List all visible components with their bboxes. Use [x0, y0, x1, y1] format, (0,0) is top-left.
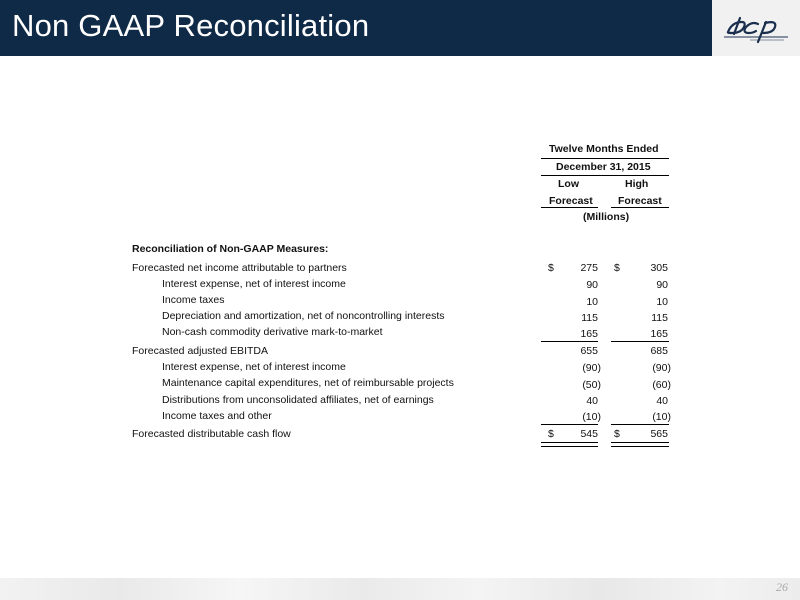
- section-title: Reconciliation of Non-GAAP Measures:: [132, 243, 329, 255]
- row-label: Income taxes and other: [162, 410, 272, 422]
- cell-high: 40: [656, 395, 668, 407]
- col-low-header-line1: Low: [558, 178, 579, 190]
- period-header-line1: Twelve Months Ended: [549, 143, 659, 155]
- slide-title: Non GAAP Reconciliation: [12, 8, 370, 43]
- row-label: Maintenance capital expenditures, net of reimbursable projects: [162, 377, 454, 389]
- cell-high: 565: [650, 428, 668, 440]
- cell-low: (90): [582, 362, 601, 374]
- subtotal-rule: [541, 424, 598, 425]
- cell-low: 40: [586, 395, 598, 407]
- header-rule: [541, 158, 669, 159]
- row-label: Interest expense, net of interest income: [162, 361, 346, 373]
- cell-low: 115: [581, 312, 598, 324]
- period-header-line2: December 31, 2015: [556, 161, 651, 173]
- row-label: Forecasted adjusted EBITDA: [132, 345, 268, 357]
- subtotal-rule: [611, 341, 669, 342]
- header-rule: [611, 207, 669, 208]
- dollar-sign: $: [614, 428, 620, 440]
- footer-band: [0, 578, 800, 600]
- cell-low: 165: [580, 328, 598, 340]
- cell-high: (10): [652, 411, 671, 423]
- cell-high: (60): [652, 379, 671, 391]
- cell-high: 10: [656, 296, 668, 308]
- row-label: Non-cash commodity derivative mark-to-market: [162, 326, 383, 338]
- cell-low: 545: [580, 428, 598, 440]
- cell-low: 90: [586, 279, 598, 291]
- subtotal-rule: [611, 424, 669, 425]
- cell-low: (50): [582, 379, 601, 391]
- col-high-header-line1: High: [625, 178, 649, 190]
- row-label: Depreciation and amortization, net of noncontrolling interests: [162, 310, 445, 322]
- cell-high: 165: [650, 328, 668, 340]
- col-high-header-line2: Forecast: [618, 195, 662, 207]
- row-label: Distributions from unconsolidated affiliates, net of earnings: [162, 394, 434, 406]
- cell-low: 10: [586, 296, 598, 308]
- row-label: Income taxes: [162, 294, 225, 306]
- cell-low: (10): [582, 411, 601, 423]
- cell-high: 305: [650, 262, 668, 274]
- dollar-sign: $: [614, 262, 620, 274]
- total-double-rule: [611, 442, 669, 447]
- subtotal-rule: [541, 341, 598, 342]
- row-label: Forecasted distributable cash flow: [132, 428, 291, 440]
- header-rule: [541, 175, 669, 176]
- row-label: Interest expense, net of interest income: [162, 278, 346, 290]
- cell-high: (90): [652, 362, 671, 374]
- cell-high: 685: [650, 345, 668, 357]
- total-double-rule: [541, 442, 598, 447]
- row-label: Forecasted net income attributable to partners: [132, 262, 347, 274]
- col-low-header-line2: Forecast: [549, 195, 593, 207]
- units-label: (Millions): [583, 211, 630, 223]
- header-rule: [541, 207, 598, 208]
- dollar-sign: $: [548, 262, 554, 274]
- cell-low: 275: [580, 262, 598, 274]
- page-number: 26: [776, 580, 788, 594]
- dollar-sign: $: [548, 428, 554, 440]
- cell-low: 655: [580, 345, 598, 357]
- cell-high: 90: [656, 279, 668, 291]
- cell-high: 115: [651, 312, 668, 324]
